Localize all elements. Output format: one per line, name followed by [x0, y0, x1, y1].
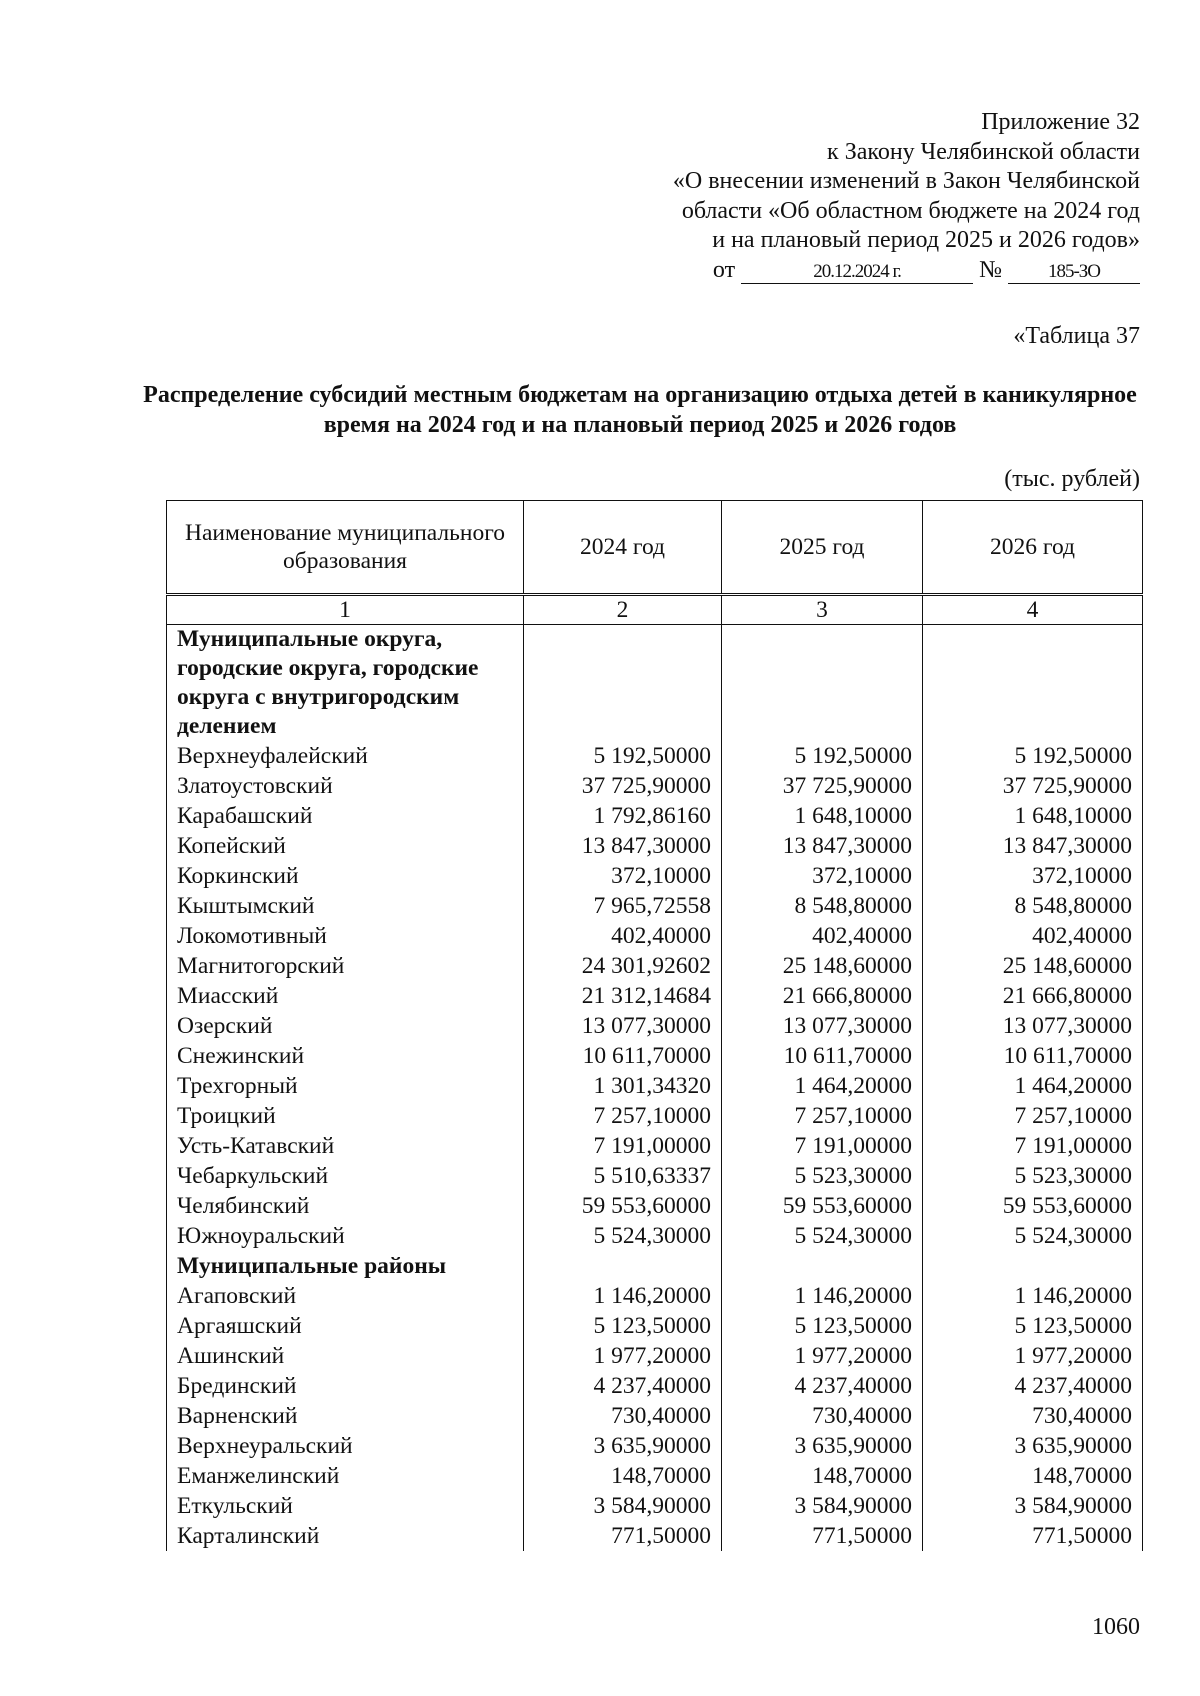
value-2025: 402,40000 [722, 921, 923, 951]
units-label: (тыс. рублей) [1004, 466, 1140, 492]
table-row [167, 951, 1143, 981]
value-2026: 4 237,40000 [923, 1371, 1143, 1401]
column-number: 1 [167, 595, 524, 625]
table-row [167, 831, 1143, 861]
empty-cell [923, 625, 1143, 742]
table-row [167, 1041, 1143, 1071]
column-header-2025: 2025 год [722, 501, 923, 595]
value-2024: 1 301,34320 [524, 1071, 722, 1101]
municipality-name: Карталинский [167, 1521, 524, 1551]
value-2026: 771,50000 [923, 1521, 1143, 1551]
municipality-name: Копейский [167, 831, 524, 861]
law-number: 185-ЗО [1008, 261, 1140, 284]
column-number: 3 [722, 595, 923, 625]
municipality-name: Карабашский [167, 801, 524, 831]
municipality-name: Чебаркульский [167, 1161, 524, 1191]
municipality-name: Верхнеуральский [167, 1431, 524, 1461]
from-label: от [712, 256, 736, 283]
value-2026: 3 635,90000 [923, 1431, 1143, 1461]
value-2026: 10 611,70000 [923, 1041, 1143, 1071]
value-2025: 148,70000 [722, 1461, 923, 1491]
table-row [167, 1131, 1143, 1161]
table-row [167, 981, 1143, 1011]
value-2025: 5 123,50000 [722, 1311, 923, 1341]
table-row [167, 1011, 1143, 1041]
table-row [167, 1461, 1143, 1491]
table-body [167, 625, 1143, 1552]
value-2024: 5 524,30000 [524, 1221, 722, 1251]
subsidy-table [166, 500, 1143, 1551]
law-reference-line [673, 256, 1140, 286]
value-2026: 21 666,80000 [923, 981, 1143, 1011]
value-2025: 37 725,90000 [722, 771, 923, 801]
table-label: «Таблица 37 [1013, 323, 1140, 349]
municipality-name: Южноуральский [167, 1221, 524, 1251]
value-2026: 37 725,90000 [923, 771, 1143, 801]
table-row [167, 1191, 1143, 1221]
table-row [167, 1431, 1143, 1461]
value-2026: 1 464,20000 [923, 1071, 1143, 1101]
municipality-name: Кыштымский [167, 891, 524, 921]
municipality-name: Верхнеуфалейский [167, 741, 524, 771]
table-row [167, 1071, 1143, 1101]
value-2024: 5 192,50000 [524, 741, 722, 771]
value-2024: 7 191,00000 [524, 1131, 722, 1161]
municipality-name: Аргаяшский [167, 1311, 524, 1341]
value-2024: 402,40000 [524, 921, 722, 951]
municipality-name: Миасский [167, 981, 524, 1011]
municipality-name: Ашинский [167, 1341, 524, 1371]
value-2025: 3 635,90000 [722, 1431, 923, 1461]
value-2024: 3 635,90000 [524, 1431, 722, 1461]
number-label: № [979, 256, 1002, 283]
value-2026: 730,40000 [923, 1401, 1143, 1431]
value-2026: 1 977,20000 [923, 1341, 1143, 1371]
value-2026: 5 524,30000 [923, 1221, 1143, 1251]
value-2025: 25 148,60000 [722, 951, 923, 981]
group-row [167, 1251, 1143, 1281]
value-2026: 59 553,60000 [923, 1191, 1143, 1221]
value-2025: 5 524,30000 [722, 1221, 923, 1251]
column-number: 2 [524, 595, 722, 625]
value-2026: 3 584,90000 [923, 1491, 1143, 1521]
table-header-row [167, 501, 1143, 595]
value-2024: 5 123,50000 [524, 1311, 722, 1341]
value-2026: 5 523,30000 [923, 1161, 1143, 1191]
appendix-line: к Закону Челябинской области [827, 138, 1140, 165]
value-2025: 5 192,50000 [722, 741, 923, 771]
value-2025: 13 847,30000 [722, 831, 923, 861]
value-2026: 7 191,00000 [923, 1131, 1143, 1161]
value-2026: 8 548,80000 [923, 891, 1143, 921]
municipality-name: Варненский [167, 1401, 524, 1431]
value-2024: 13 847,30000 [524, 831, 722, 861]
empty-cell [923, 1251, 1143, 1281]
value-2024: 59 553,60000 [524, 1191, 722, 1221]
group-row [167, 625, 1143, 742]
value-2024: 24 301,92602 [524, 951, 722, 981]
appendix-line: Приложение 32 [981, 109, 1140, 135]
empty-cell [524, 625, 722, 742]
value-2024: 3 584,90000 [524, 1491, 722, 1521]
page-number: 1060 [1092, 1614, 1140, 1640]
table-row [167, 801, 1143, 831]
value-2026: 7 257,10000 [923, 1101, 1143, 1131]
table-row [167, 1491, 1143, 1521]
table-row [167, 771, 1143, 801]
column-header-2024: 2024 год [524, 501, 722, 595]
municipality-name: Агаповский [167, 1281, 524, 1311]
group-heading: Муниципальные районы [167, 1251, 524, 1281]
value-2026: 402,40000 [923, 921, 1143, 951]
value-2026: 13 847,30000 [923, 831, 1143, 861]
table-row [167, 891, 1143, 921]
value-2026: 1 648,10000 [923, 801, 1143, 831]
value-2025: 1 977,20000 [722, 1341, 923, 1371]
value-2026: 13 077,30000 [923, 1011, 1143, 1041]
appendix-header [673, 108, 1140, 285]
table-row [167, 1101, 1143, 1131]
value-2024: 13 077,30000 [524, 1011, 722, 1041]
value-2024: 372,10000 [524, 861, 722, 891]
value-2026: 148,70000 [923, 1461, 1143, 1491]
value-2024: 1 146,20000 [524, 1281, 722, 1311]
value-2024: 1 977,20000 [524, 1341, 722, 1371]
municipality-name: Челябинский [167, 1191, 524, 1221]
value-2024: 5 510,63337 [524, 1161, 722, 1191]
value-2025: 1 146,20000 [722, 1281, 923, 1311]
municipality-name: Снежинский [167, 1041, 524, 1071]
value-2024: 10 611,70000 [524, 1041, 722, 1071]
value-2026: 372,10000 [923, 861, 1143, 891]
value-2025: 5 523,30000 [722, 1161, 923, 1191]
table-row [167, 1401, 1143, 1431]
municipality-name: Магнитогорский [167, 951, 524, 981]
value-2025: 10 611,70000 [722, 1041, 923, 1071]
appendix-line: и на плановый период 2025 и 2026 годов» [712, 227, 1140, 253]
empty-cell [524, 1251, 722, 1281]
appendix-line: области «Об областном бюджете на 2024 год [681, 197, 1140, 224]
value-2024: 4 237,40000 [524, 1371, 722, 1401]
value-2024: 7 257,10000 [524, 1101, 722, 1131]
value-2025: 1 464,20000 [722, 1071, 923, 1101]
value-2025: 59 553,60000 [722, 1191, 923, 1221]
municipality-name: Еткульский [167, 1491, 524, 1521]
value-2025: 8 548,80000 [722, 891, 923, 921]
column-header-2026: 2026 год [923, 501, 1143, 595]
municipality-name: Златоустовский [167, 771, 524, 801]
table-row [167, 1371, 1143, 1401]
value-2025: 771,50000 [722, 1521, 923, 1551]
table-row [167, 1311, 1143, 1341]
municipality-name: Брединский [167, 1371, 524, 1401]
value-2025: 4 237,40000 [722, 1371, 923, 1401]
value-2024: 730,40000 [524, 1401, 722, 1431]
value-2026: 5 123,50000 [923, 1311, 1143, 1341]
value-2024: 148,70000 [524, 1461, 722, 1491]
value-2026: 5 192,50000 [923, 741, 1143, 771]
table-row [167, 741, 1143, 771]
law-date: 20.12.2024 г. [741, 261, 973, 284]
table-row [167, 1221, 1143, 1251]
table-row [167, 1281, 1143, 1311]
value-2025: 372,10000 [722, 861, 923, 891]
value-2024: 37 725,90000 [524, 771, 722, 801]
document-title: Распределение субсидий местным бюджетам на организацию отдыха детей в каникулярное время на 2024 год и на плановый период 2025 и 2026 годов [143, 382, 1137, 438]
value-2024: 7 965,72558 [524, 891, 722, 921]
municipality-name: Коркинский [167, 861, 524, 891]
empty-cell [722, 625, 923, 742]
value-2025: 13 077,30000 [722, 1011, 923, 1041]
value-2025: 1 648,10000 [722, 801, 923, 831]
table-row [167, 1161, 1143, 1191]
value-2026: 25 148,60000 [923, 951, 1143, 981]
municipality-name: Трехгорный [167, 1071, 524, 1101]
municipality-name: Озерский [167, 1011, 524, 1041]
value-2025: 7 257,10000 [722, 1101, 923, 1131]
appendix-line: «О внесении изменений в Закон Челябинской [672, 168, 1140, 194]
municipality-name: Троицкий [167, 1101, 524, 1131]
column-number-row [167, 595, 1143, 625]
value-2025: 7 191,00000 [722, 1131, 923, 1161]
value-2026: 1 146,20000 [923, 1281, 1143, 1311]
table-row [167, 1341, 1143, 1371]
municipality-name: Локомотивный [167, 921, 524, 951]
table-row [167, 1521, 1143, 1551]
table-row [167, 861, 1143, 891]
municipality-name: Усть-Катавский [167, 1131, 524, 1161]
value-2024: 771,50000 [524, 1521, 722, 1551]
group-heading: Муниципальные округа, городские округа, городские округа с внутригородским делением [167, 625, 524, 742]
municipality-name: Еманжелинский [167, 1461, 524, 1491]
value-2025: 21 666,80000 [722, 981, 923, 1011]
value-2024: 21 312,14684 [524, 981, 722, 1011]
column-number: 4 [923, 595, 1143, 625]
column-header-name: Наименование муниципального образования [167, 501, 524, 595]
value-2024: 1 792,86160 [524, 801, 722, 831]
empty-cell [722, 1251, 923, 1281]
value-2025: 730,40000 [722, 1401, 923, 1431]
value-2025: 3 584,90000 [722, 1491, 923, 1521]
table-row [167, 921, 1143, 951]
